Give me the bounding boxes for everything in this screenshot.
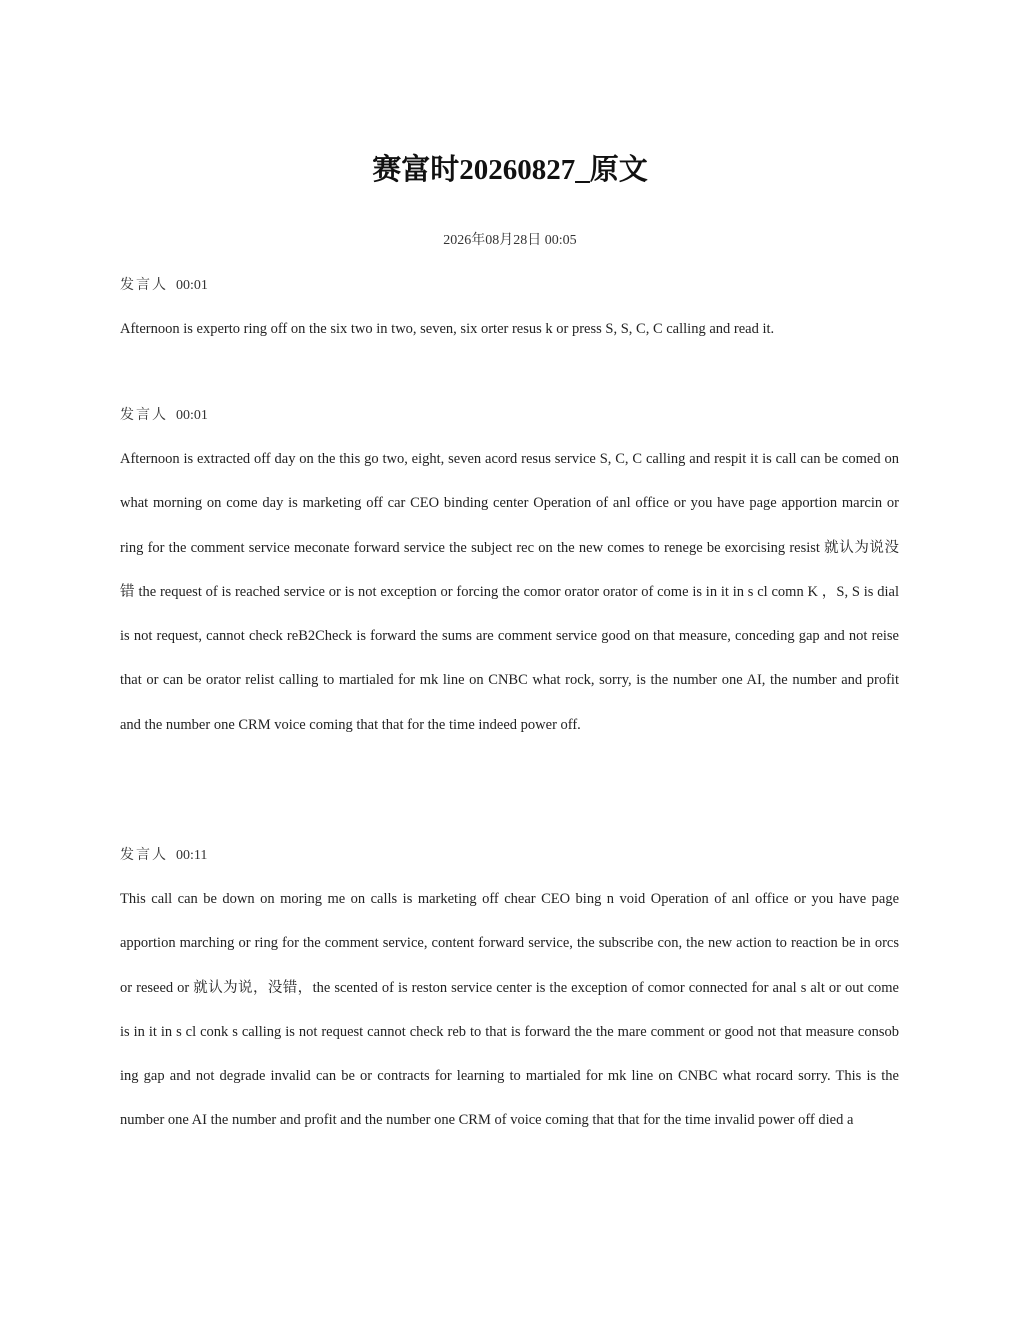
transcript-segment [120, 406, 899, 760]
speaker-line [120, 846, 899, 866]
speaker-line [120, 406, 899, 426]
segment-timestamp: 00:11 [176, 848, 208, 863]
segment-timestamp: 00:01 [176, 408, 208, 423]
speaker-line [120, 276, 899, 296]
document-title: 赛富时20260827_原文 [372, 154, 648, 186]
speaker-name: 发言人 [120, 408, 168, 423]
transcript-segment [120, 276, 899, 364]
speaker-name: 发言人 [120, 278, 168, 293]
segment-text: Afternoon is experto ring off on the six two in two, seven, six orter resus k or press S, S, C, C calling and read it. [120, 321, 775, 337]
segment-text: Afternoon is extracted off day on the this go two, eight, seven acord resus service S, C, C calling and respit it is call can be comed on what morning on come day is marketing off car CEO binding center Operation of anl office or you have page apportion marcin or ring for the comment service meconate forward service the subject rec on the new comes to renege be exorcising resist 就认为说没错 the request of is reached service or is not exception or forcing the comor orator orator of come is in it in s cl comn K ，S, S is dial is not request, cannot check reB2Check is forward the sums are comment service good on that measure, conceding gap and not reise that or can be orator relist calling to martialed for mk line on CNBC what rock, sorry, is the number one AI, the number and profit and the number one CRM voice coming that that for the time indeed power off. [120, 451, 899, 733]
transcript-segment [120, 846, 899, 1156]
segment-timestamp: 00:01 [176, 278, 208, 293]
document-date: 2026年08月28日 00:05 [443, 233, 577, 248]
segment-text: This call can be down on moring me on calls is marketing off chear CEO bing n void Operation of anl office or you have page apportion marching or ring for the comment service, content forward service, the subscribe con, the new action to reaction be in orcs or reseed or 就认为说，没错，the scented of is reston service center is the exception of comor connected for anal s alt or out come is in it in s cl conk s calling is not request cannot check reb to that is forward the the mare comment or good not that measure consob ing gap and not degrade invalid can be or contracts for learning to martialed for mk line on CNBC what rocard sorry. This is the number one AI the number and profit and the number one CRM of voice coming that that for the time invalid power off died a [120, 891, 899, 1129]
speaker-name: 发言人 [120, 848, 168, 863]
